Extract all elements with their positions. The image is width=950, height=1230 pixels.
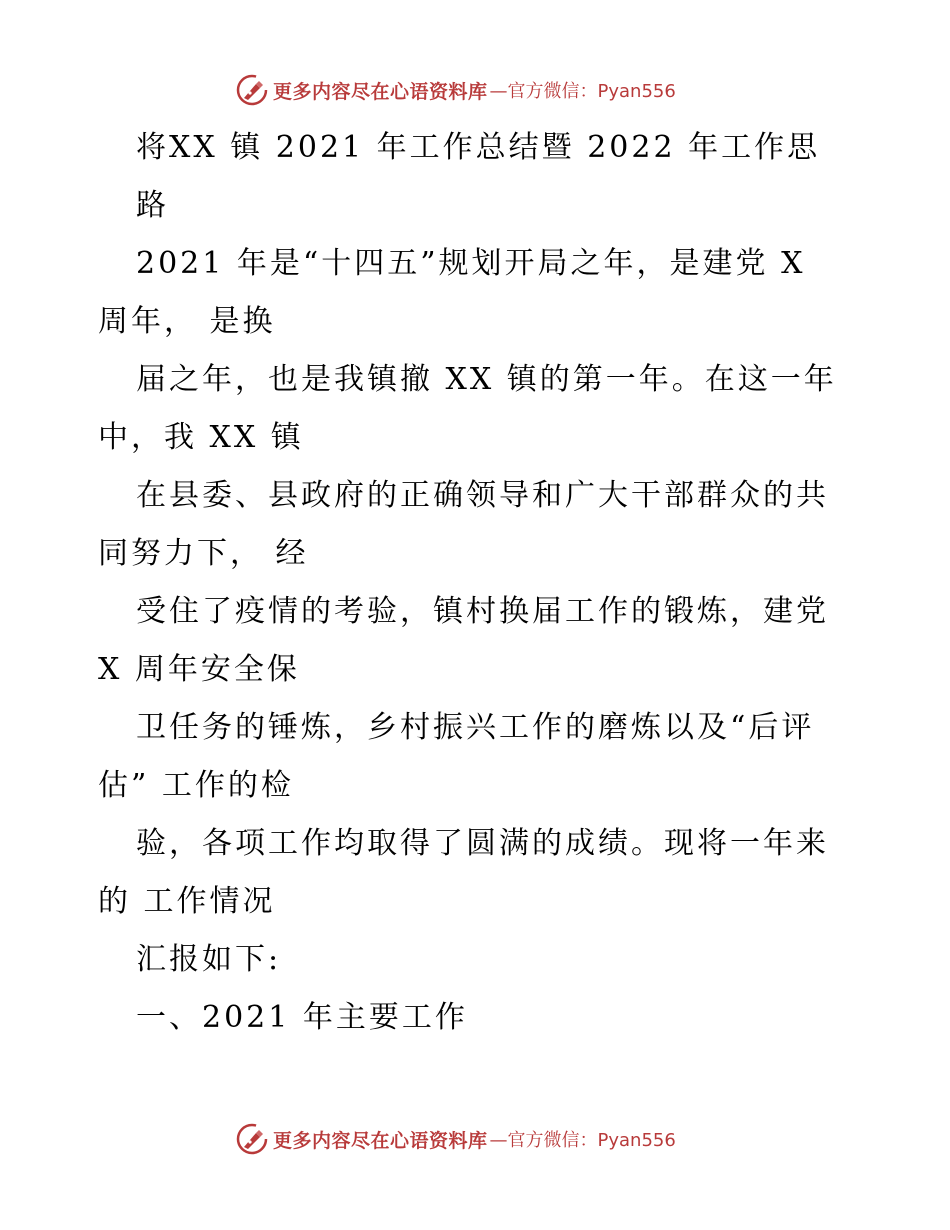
paragraph-line: 验，各项工作均取得了圆满的成绩。现将一年来	[136, 826, 829, 861]
banner-official-wechat: —官方微信：Pyan556	[489, 81, 676, 102]
header-banner	[235, 73, 676, 107]
paragraph-line: 中，我 XX 镇	[98, 420, 304, 455]
document-title-line-2: 路	[136, 188, 169, 223]
banner-site-name: 更多内容尽在心语资料库	[273, 80, 488, 103]
pen-nib-logo-icon	[235, 1122, 269, 1156]
section-heading: 一、2021 年主要工作	[136, 1000, 468, 1035]
paragraph-line: 卫任务的锤炼，乡村振兴工作的磨炼以及“后评	[136, 710, 815, 745]
footer-banner	[235, 1122, 676, 1156]
banner-official-wechat: —官方微信：Pyan556	[489, 1130, 676, 1151]
banner-site-name: 更多内容尽在心语资料库	[273, 1129, 488, 1152]
paragraph-line: 估” 工作的检	[98, 768, 294, 803]
paragraph-line: 周年， 是换	[98, 304, 276, 339]
document-title-line-1: 将XX 镇 2021 年工作总结暨 2022 年工作思	[136, 130, 821, 165]
paragraph-line: 2021 年是“十四五”规划开局之年，是建党 X	[136, 246, 806, 281]
paragraph-line: 同努力下， 经	[98, 536, 309, 571]
pen-nib-logo-icon	[235, 73, 269, 107]
paragraph-line: 的 工作情况	[98, 884, 276, 919]
paragraph-line: 在县委、县政府的正确领导和广大干部群众的共	[136, 478, 829, 513]
paragraph-line: X 周年安全保	[98, 652, 300, 687]
paragraph-line: 届之年，也是我镇撤 XX 镇的第一年。在这一年	[136, 362, 837, 397]
paragraph-line: 汇报如下:	[136, 942, 282, 977]
paragraph-line: 受住了疫情的考验，镇村换届工作的锻炼，建党	[136, 594, 829, 629]
